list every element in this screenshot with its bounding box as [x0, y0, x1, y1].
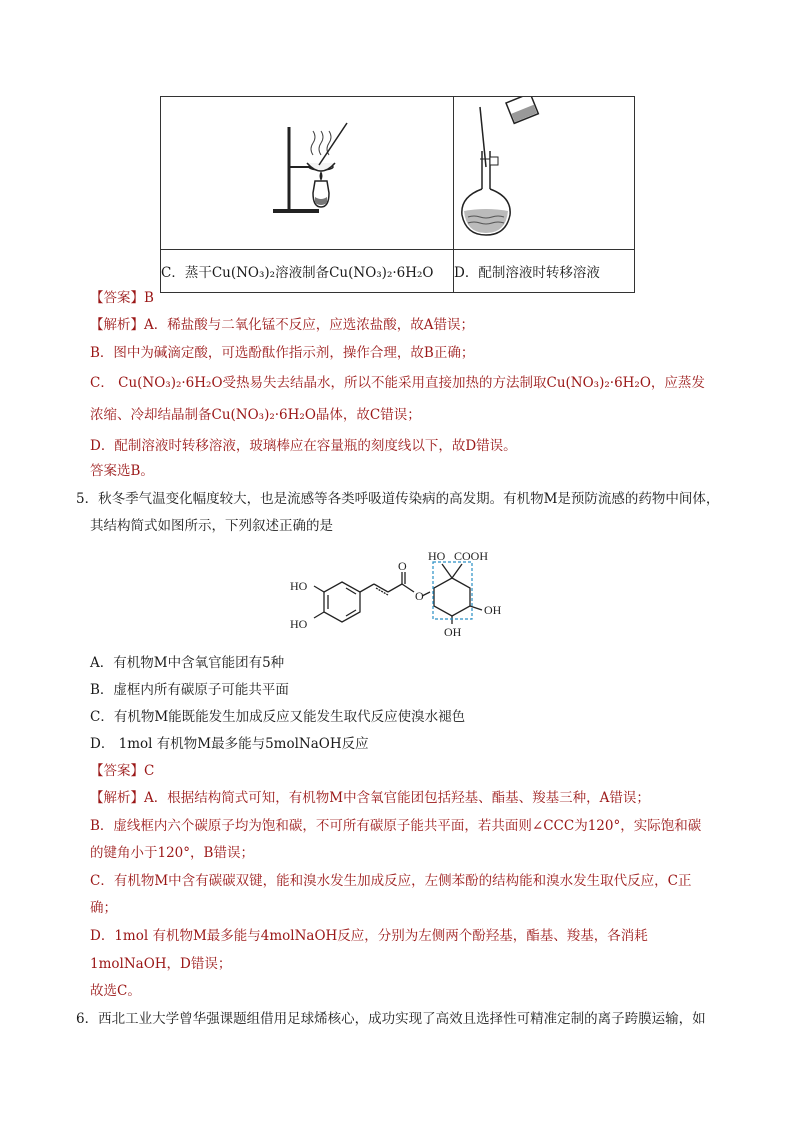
q4-analysis-line-2: B．图中为碱滴定酸，可选酚酞作指示剂，操作合理，故B正确； — [90, 345, 475, 361]
q5-analysis-line-3: 的键角小于120°，B错误； — [90, 845, 254, 861]
q5-analysis-line-7: 1molNaOH，D错误； — [90, 956, 232, 972]
q5-conclusion: 故选C。 — [90, 983, 141, 999]
label-ho-1: HO — [290, 579, 308, 593]
q5-analysis-line-5: 确； — [90, 900, 117, 916]
analysis-tag: 【解析】 — [90, 317, 144, 333]
caption-c: C．蒸干Cu(NO₃)₂溶液制备Cu(NO₃)₂·6H₂O — [161, 250, 454, 293]
apparatus-d-cell — [454, 97, 635, 250]
evaporation-apparatus-illustration — [161, 97, 453, 245]
q4-analysis-line-4: 浓缩、冷却结晶制备Cu(NO₃)₂·6H₂O晶体，故C错误； — [90, 407, 421, 423]
volumetric-flask-illustration — [454, 97, 634, 245]
q6-stem-line-1: 6．西北工业大学曾华强课题组借用足球烯核心，成功实现了高效且选择性可精准定制的离子跨膜运输，如 — [76, 1011, 706, 1027]
q4-analysis-line-5: D．配制溶液时转移溶液，玻璃棒应在容量瓶的刻度线以下，故D错误。 — [90, 438, 517, 454]
apparatus-c-cell — [161, 97, 454, 250]
q5-stem-line-1: 5．秋冬季气温变化幅度较大，也是流感等各类呼吸道传染病的高发期。有机物M是预防流感的药物中间体， — [76, 491, 720, 507]
molecule-structure-diagram — [290, 540, 520, 642]
answer-tag: 【答案】 — [90, 290, 144, 306]
q5-stem-line-2: 其结构简式如图所示，下列叙述正确的是 — [90, 518, 333, 534]
label-cooh: COOH — [454, 549, 489, 563]
q4-analysis-line-3: C． Cu(NO₃)₂·6H₂O受热易失去结晶水，所以不能采用直接加热的方法制取Cu(NO₃)₂·6H₂O，应蒸发 — [90, 375, 705, 391]
label-ho-top: HO — [428, 549, 446, 563]
q5-analysis-line-6: D．1mol 有机物M最多能与4molNaOH反应，分别为左侧两个酚羟基，酯基、羧基，各消耗 — [90, 928, 648, 944]
q4-conclusion: 答案选B。 — [90, 463, 154, 479]
q5-analysis-line-1: 【解析】A．根据结构简式可知，有机物M中含氧官能团包括羟基、酯基、羧基三种，A错误； — [90, 790, 650, 806]
label-ho-2: HO — [290, 617, 308, 631]
experiment-table — [160, 96, 635, 293]
q5-analysis-line-4: C．有机物M中含有碳碳双键，能和溴水发生加成反应，左侧苯酚的结构能和溴水发生取代反应，C正 — [90, 873, 692, 889]
q5-option-b: B．虚框内所有碳原子可能共平面 — [90, 682, 289, 698]
q5-option-a: A．有机物M中含氧官能团有5种 — [90, 655, 285, 671]
q4-analysis-line-1: 【解析】A．稀盐酸与二氧化锰不反应，应选浓盐酸，故A错误； — [90, 317, 474, 333]
q5-option-d: D． 1mol 有机物M最多能与5molNaOH反应 — [90, 736, 369, 752]
label-o-ester: O — [415, 589, 424, 603]
answer-value: C — [144, 763, 155, 779]
label-oh-bottom: OH — [444, 625, 462, 639]
caption-d: D．配制溶液时转移溶液 — [454, 250, 635, 293]
analysis-tag: 【解析】 — [90, 790, 144, 806]
q5-option-c: C．有机物M能既能发生加成反应又能发生取代反应使溴水褪色 — [90, 709, 466, 725]
q5-answer-line — [90, 762, 154, 780]
q5-analysis-line-2: B．虚线框内六个碳原子均为饱和碳，不可所有碳原子能共平面，若共面则∠CCC为120°，实际饱和碳 — [90, 818, 702, 834]
answer-tag: 【答案】 — [90, 763, 144, 779]
label-oh-right: OH — [484, 603, 502, 617]
q4-answer-line — [90, 289, 154, 307]
label-o-carbonyl: O — [398, 559, 407, 573]
answer-value: B — [144, 290, 154, 306]
